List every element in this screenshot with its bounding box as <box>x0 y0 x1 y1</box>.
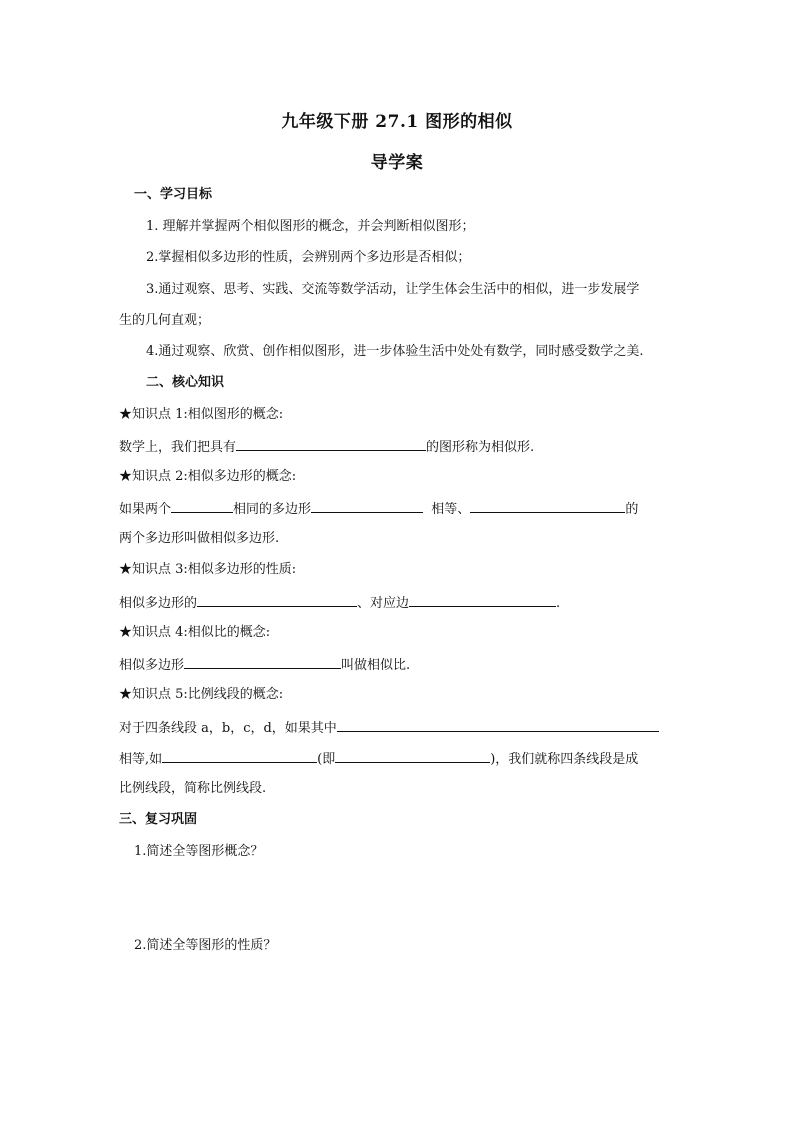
knowledge-point-5-line1: 对于四条线段 a，b，c，d，如果其中 <box>119 718 659 738</box>
section-heading-objectives: 一、学习目标 <box>134 187 213 202</box>
objective-item: 1. 理解并掌握两个相似图形的概念，并会判断相似图形； <box>146 219 475 234</box>
knowledge-point-2-title: ★知识点 2:相似多边形的概念: <box>119 469 297 484</box>
knowledge-point-1-line: 数学上，我们把具有 的图形称为相似形. <box>119 437 534 457</box>
fill-in-blank[interactable] <box>335 749 490 763</box>
section-heading-review: 三、复习巩固 <box>119 812 198 827</box>
review-question-1: 1.简述全等图形概念？ <box>134 844 264 859</box>
knowledge-point-2-line2: 两个多边形叫做相似多边形. <box>119 531 280 546</box>
knowledge-point-5-line2: 相等,如 (即 )，我们就称四条线段是成 <box>119 749 638 769</box>
knowledge-point-5-title: ★知识点 5:比例线段的概念: <box>119 687 284 702</box>
fill-in-blank[interactable] <box>311 499 423 513</box>
section-heading-knowledge: 二、核心知识 <box>146 375 225 390</box>
page-subtitle: 导学案 <box>370 153 424 173</box>
fill-in-blank[interactable] <box>162 749 317 763</box>
knowledge-point-3-title: ★知识点 3:相似多边形的性质: <box>119 562 297 577</box>
objective-item-continued: 生的几何直观； <box>119 313 211 328</box>
objective-item: 2.掌握相似多边形的性质，会辨别两个多边形是否相似； <box>146 250 471 265</box>
objective-item: 4.通过观察、欣赏、创作相似图形，进一步体验生活中处处有数学，同时感受数学之美. <box>146 344 644 359</box>
page-title: 九年级下册 27.1 图形的相似 <box>281 112 513 132</box>
knowledge-point-5-line3: 比例线段，简称比例线段. <box>119 781 267 796</box>
fill-in-blank[interactable] <box>409 593 556 607</box>
fill-in-blank[interactable] <box>184 655 341 669</box>
fill-in-blank[interactable] <box>337 718 659 732</box>
fill-in-blank[interactable] <box>236 437 426 451</box>
fill-in-blank[interactable] <box>470 499 625 513</box>
objective-item: 3.通过观察、思考、实践、交流等数学活动，让学生体会生活中的相似，进一步发展学 <box>146 282 640 297</box>
review-question-2: 2.简述全等图形的性质？ <box>134 938 277 953</box>
knowledge-point-4-title: ★知识点 4:相似比的概念: <box>119 625 271 640</box>
knowledge-point-3-line: 相似多边形的 、对应边 . <box>119 593 560 613</box>
fill-in-blank[interactable] <box>171 499 233 513</box>
knowledge-point-1-title: ★知识点 1:相似图形的概念: <box>119 407 284 422</box>
knowledge-point-2-line: 如果两个 相同的多边形 相等、 的 <box>119 499 638 519</box>
knowledge-point-4-line: 相似多边形 叫做相似比. <box>119 655 410 675</box>
fill-in-blank[interactable] <box>197 593 357 607</box>
